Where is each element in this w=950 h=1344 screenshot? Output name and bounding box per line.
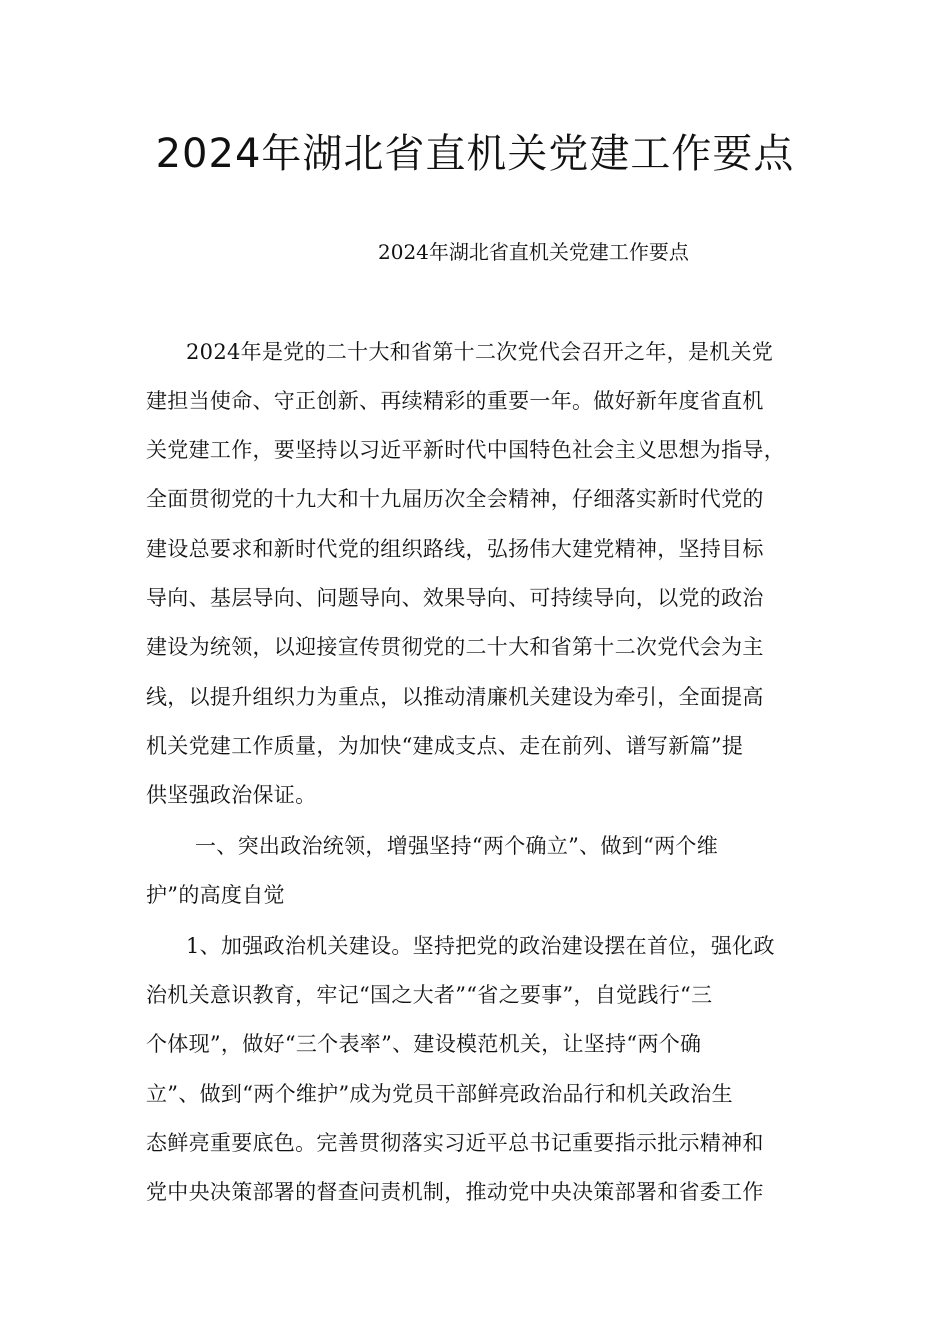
body-line: 建担当使命、守正创新、再续精彩的重要一年。做好新年度省直机 [146, 389, 764, 413]
body-line: 立”、做到“两个维护”成为党员干部鲜亮政治品行和机关政治生 [146, 1082, 733, 1106]
body-line: 关党建工作，要坚持以习近平新时代中国特色社会主义思想为指导， [146, 438, 785, 462]
body-line: 建设总要求和新时代党的组织路线，弘扬伟大建党精神，坚持目标 [146, 537, 764, 561]
body-line: 治机关意识教育，牢记“国之大者”“省之要事”，自觉践行“三 [146, 983, 713, 1007]
body-line: 个体现”，做好“三个表率”、建设模范机关，让坚持“两个确 [146, 1032, 702, 1056]
body-line: 2024年是党的二十大和省第十二次党代会召开之年，是机关党 [186, 340, 774, 364]
body-line: 机关党建工作质量，为加快“建成支点、走在前列、谱写新篇”提 [146, 734, 744, 758]
body-line: 全面贯彻党的十九大和十九届历次全会精神，仔细落实新时代党的 [146, 487, 764, 511]
body-line: 党中央决策部署的督查问责机制，推动党中央决策部署和省委工作 [146, 1180, 764, 1204]
body-line: 1、加强政治机关建设。坚持把党的政治建设摆在首位，强化政 [186, 934, 775, 958]
section-heading-line: 一、突出政治统领，增强坚持“两个确立”、做到“两个维 [195, 834, 719, 858]
body-line: 线，以提升组织力为重点，以推动清廉机关建设为牵引，全面提高 [146, 685, 764, 709]
document-title: 2024年湖北省直机关党建工作要点 [155, 131, 795, 177]
body-line: 供坚强政治保证。 [146, 783, 317, 807]
body-line: 态鲜亮重要底色。完善贯彻落实习近平总书记重要指示批示精神和 [146, 1131, 764, 1155]
document-subtitle: 2024年湖北省直机关党建工作要点 [378, 240, 689, 264]
section-heading-line: 护”的高度自觉 [146, 883, 285, 907]
body-line: 导向、基层导向、问题导向、效果导向、可持续导向，以党的政治 [146, 586, 764, 610]
body-line: 建设为统领，以迎接宣传贯彻党的二十大和省第十二次党代会为主 [146, 635, 764, 659]
